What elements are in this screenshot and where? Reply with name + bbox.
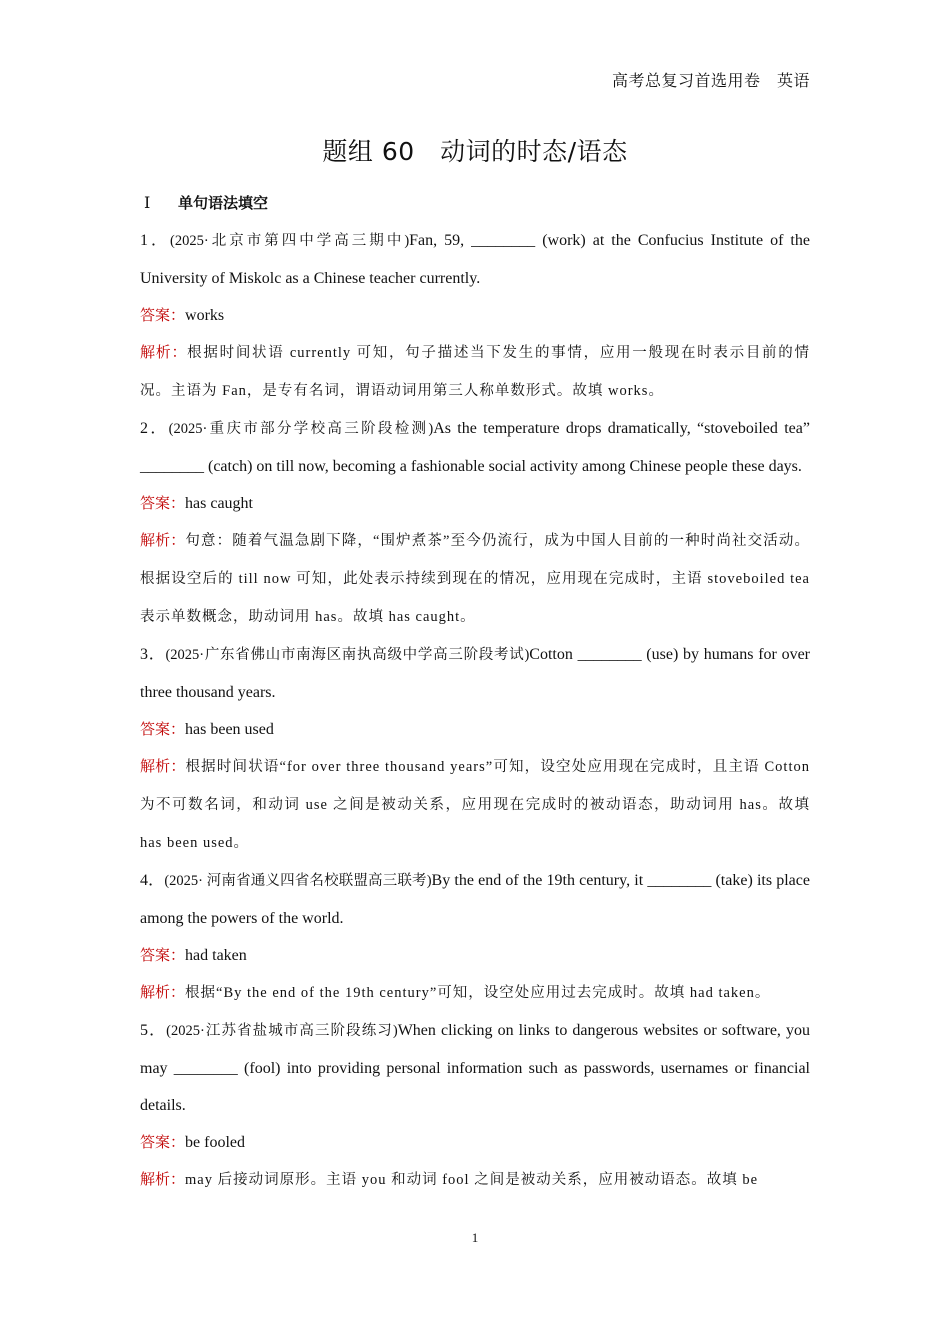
question-item [140,636,810,862]
section-heading [140,188,810,218]
explanation-line [140,974,810,1012]
explanation-label: 解析： [140,983,186,1001]
explanation-text: 根据时间状语 currently 可知，句子描述当下发生的事情，应用一般现在时表示目前的情况。主语为 Fan，是专有名词，谓语动词用第三人称单数形式。故填 works。 [140,345,810,399]
question-item [140,222,810,410]
question-item [140,410,810,636]
explanation-text: 根据时间状语“for over three thousand years”可知，设空处应用现在完成时，且主语 Cotton 为不可数名词，和动词 use 之间是被动关系，应用现在完成时的被动语态，助动词用 has。故填 has been used。 [140,759,810,851]
question-text [140,1012,810,1124]
question-source: (2025·北京市第四中学高三期中) [170,233,410,249]
explanation-text: 句意：随着气温急剧下降，“围炉煮茶”至今仍流行，成为中国人目前的一种时尚社交活动。根据设空后的 till now 可知，此处表示持续到现在的情况，应用现在完成时，主语 stoveboiled tea 表示单数概念，助动词用 has。故填 has caught。 [140,533,810,625]
answer-line [140,1124,810,1161]
answer-text: works [185,307,225,324]
question-body: By the end of the 19th century, it ________ (take) its place among the powers of the world. [140,872,810,927]
answer-line [140,937,810,974]
question-text [140,410,810,485]
explanation-label: 解析： [140,1170,186,1188]
explanation-label: 解析： [140,531,186,549]
answer-text: be fooled [185,1134,245,1151]
question-source: (2025·江苏省盐城市高三阶段练习) [166,1023,398,1039]
section-roman: Ⅰ [144,195,151,212]
answer-label: 答案： [140,946,186,964]
explanation-label: 解析： [140,343,188,361]
answer-label: 答案： [140,306,186,324]
answer-label: 答案： [140,720,186,738]
question-item [140,862,810,1012]
explanation-text: 根据“By the end of the 19th century”可知，设空处应用过去完成时。故填 had taken。 [185,985,771,1001]
question-source: (2025·广东省佛山市南海区南执高级中学高三阶段考试) [165,647,530,663]
page-number: 1 [471,1230,479,1245]
question-text [140,862,810,937]
explanation-line [140,334,810,410]
question-number: 3． [140,646,166,663]
answer-line [140,711,810,748]
question-number: 1． [140,232,171,249]
answer-text: has been used [185,721,274,738]
explanation-label: 解析： [140,757,186,775]
question-source: (2025·重庆市部分学校高三阶段检测) [168,421,434,437]
explanation-text: may 后接动词原形。主语 you 和动词 fool 之间是被动关系，应用被动语态。故填 be [185,1172,759,1188]
question-source: (2025· 河南省通义四省名校联盟高三联考) [164,873,432,889]
question-body: When clicking on links to dangerous websites or software, you may ________ (fool) into providing personal information such as passwords, usernames or financial details. [140,1022,810,1114]
question-body: Fan, 59, ________ (work) at the Confucius Institute of the University of Miskolc as a Chinese teacher currently. [140,232,810,287]
question-item [140,1012,810,1199]
explanation-line [140,522,810,636]
question-text [140,636,810,711]
question-body: Cotton ________ (use) by humans for over three thousand years. [140,646,811,701]
page-header: 高考总复习首选用卷 英语 [611,73,810,90]
explanation-line [140,1161,810,1199]
answer-line [140,297,810,334]
explanation-line [140,748,810,862]
question-number: 5． [140,1022,167,1039]
answer-label: 答案： [140,494,186,512]
page-title: 题组 60 动词的时态/语态 [322,137,628,166]
answer-text: had taken [185,947,247,964]
question-text [140,222,810,297]
answer-label: 答案： [140,1133,186,1151]
question-number: 4． [140,872,165,889]
section-title: 单句语法填空 [178,194,269,212]
question-number: 2． [140,420,169,437]
document-body [140,188,810,1199]
question-body: As the temperature drops dramatically, “stoveboiled tea” ________ (catch) on till now, becoming a fashionable social activity among Chinese people these days. [140,420,810,475]
answer-text: has caught [185,495,253,512]
answer-line [140,485,810,522]
